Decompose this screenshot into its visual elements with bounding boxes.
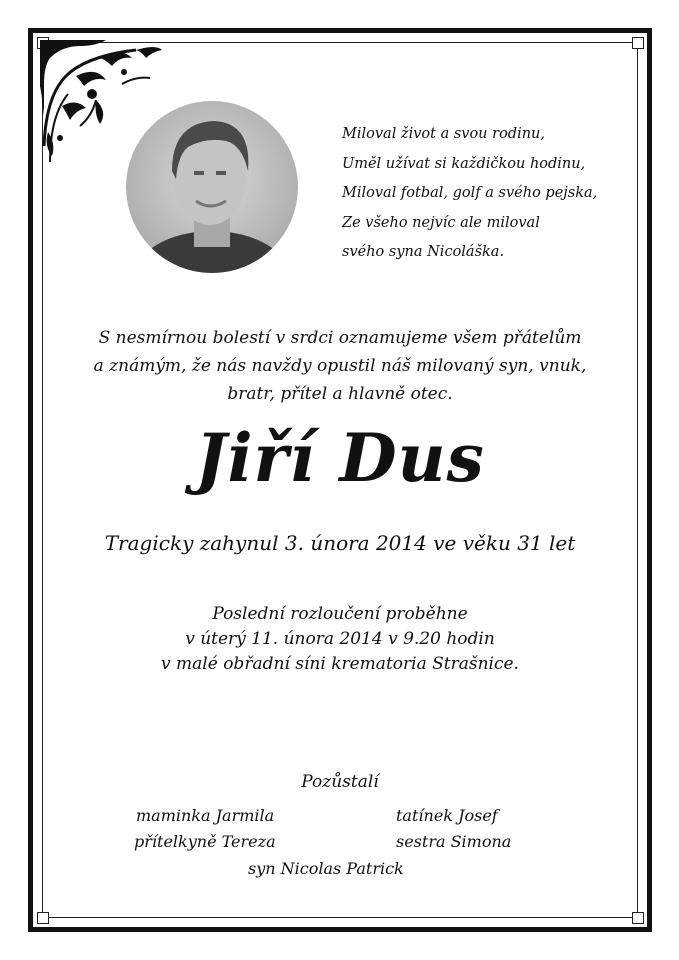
announcement-line: a známým, že nás navždy opustil náš milovaný syn, vnuk, (93, 356, 587, 376)
ceremony-line: Poslední rozloučení proběhne (212, 604, 468, 624)
poem-line: Miloval život a svou rodinu, (342, 126, 545, 142)
announcement-line: bratr, přítel a hlavně otec. (227, 384, 453, 404)
death-date-line: Tragicky zahynul 3. února 2014 ve věku 31 let (104, 531, 576, 555)
ceremony-line: v úterý 11. února 2014 v 9.20 hodin (185, 629, 495, 649)
survivor-son: syn Nicolas Patrick (248, 859, 404, 878)
corner-square-bottom-left (37, 912, 49, 924)
portrait-image (126, 101, 298, 273)
corner-square-bottom-right (632, 912, 644, 924)
survivor-girlfriend: přítelkyně Tereza (134, 832, 276, 851)
corner-square-top-right (632, 37, 644, 49)
poem (342, 120, 622, 268)
deceased-name: Jiří Dus (195, 419, 485, 497)
poem-line: Miloval fotbal, golf a svého pejska, (342, 185, 598, 201)
survivor-father: tatínek Josef (396, 806, 498, 825)
survivors-heading: Pozůstalí (301, 772, 379, 792)
survivor-sister: sestra Simona (396, 832, 512, 851)
poem-line: svého syna Nicoláška. (342, 244, 505, 260)
deceased-portrait-photo (126, 101, 298, 273)
survivor-mother: maminka Jarmila (136, 806, 275, 825)
funeral-ceremony-info (60, 602, 620, 677)
announcement-line: S nesmírnou bolestí v srdci oznamujeme všem přátelům (98, 328, 582, 348)
ceremony-line: v malé obřadní síni krematoria Strašnice. (161, 654, 519, 674)
poem-line: Uměl užívat si každičkou hodinu, (342, 155, 586, 172)
announcement-text (60, 324, 620, 408)
poem-line: Ze všeho nejvíc ale miloval (342, 214, 540, 231)
